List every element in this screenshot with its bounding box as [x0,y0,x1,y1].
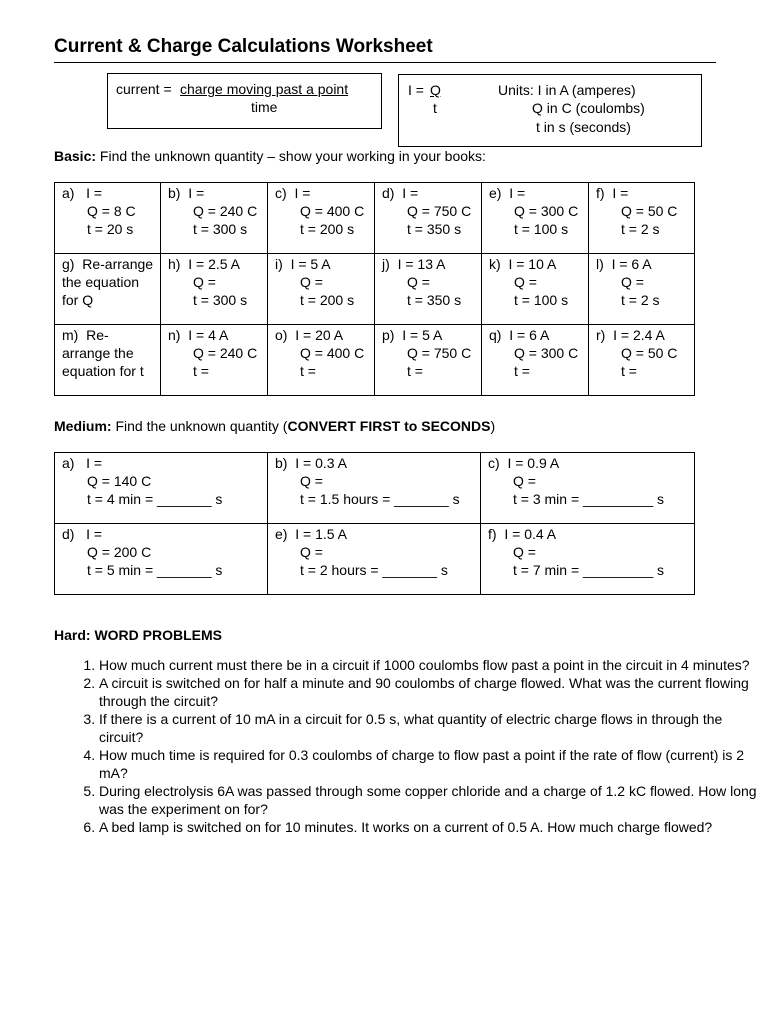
problem-letter: g) [62,256,75,272]
cell-line: Q = 240 C [193,203,258,219]
cell-line: Q = [514,274,537,290]
cell-line: t = 2 hours = _______ s [300,562,448,578]
basic-problem-a [55,183,161,254]
cell-line: Q = 750 C [407,203,472,219]
cell-line: t = 1.5 hours = _______ s [300,491,460,507]
medium-problem-c [481,453,695,524]
cell-line [62,327,144,379]
cell-line: Q = 400 C [300,345,365,361]
problem-letter: e) [275,526,288,542]
problem-letter: f) [596,185,605,201]
medium-problems-table [54,452,695,595]
basic-problem-g [55,254,161,325]
basic-problem-k [482,254,589,325]
cell-line: t = 100 s [514,221,569,237]
basic-problem-e [482,183,589,254]
medium-instruction-pre: Find the unknown quantity ( [111,418,288,434]
cell-text: I = 5 A [290,256,331,272]
cell-line [489,255,584,273]
cell-line [596,255,690,273]
cell-text: Re-arrange the equation for t [62,327,144,379]
cell-line: t = [621,363,637,379]
word-formula-box [107,73,382,129]
problem-letter: d) [62,526,75,542]
list-item: 2. A circuit is switched on for half a minute and 90 coulombs of charge flowed. What was the current flowing through the circuit? [99,674,759,710]
medium-instruction-bold: CONVERT FIRST to SECONDS [287,418,491,434]
basic-problems-table [54,182,695,396]
cell-line: Q = 240 C [193,345,258,361]
problem-letter: m) [62,327,79,343]
problem-letter: c) [275,185,287,201]
problem-letter: a) [62,455,75,471]
cell-text: Re-arrange the equation for Q [62,256,154,308]
cell-line: t = 300 s [193,221,248,237]
cell-line [596,326,690,344]
cell-line [275,184,370,202]
cell-text: I = 20 A [295,327,344,343]
cell-text: I = [86,526,103,542]
cell-line [489,326,584,344]
hard-label: Hard: WORD PROBLEMS [54,627,222,643]
cell-line [275,255,370,273]
page-title: Current & Charge Calculations Worksheet [54,36,433,57]
cell-line: Q = [621,274,644,290]
cell-line: Q = [300,473,323,489]
problem-letter: h) [168,256,181,272]
problem-letter: j) [382,256,390,272]
medium-instruction-post: ) [490,418,496,434]
cell-line: Q = [300,274,323,290]
basic-instruction-text: Find the unknown quantity – show your working in your books: [96,148,486,164]
cell-text: I = 2.4 A [613,327,665,343]
cell-line: t = 5 min = _______ s [87,562,223,578]
cell-text: I = 6 A [509,327,550,343]
cell-line [275,525,476,543]
problem-letter: r) [596,327,606,343]
basic-problem-m [55,325,161,396]
cell-line [275,454,476,472]
problem-letter: n) [168,327,181,343]
cell-line: Q = 400 C [300,203,365,219]
problem-letter: p) [382,327,395,343]
cell-line [168,326,263,344]
cell-text: I = [509,185,526,201]
cell-text: I = 0.4 A [504,526,557,542]
table-row [55,254,695,325]
table-row [55,524,695,595]
medium-instruction [54,418,495,434]
cell-line [275,326,370,344]
problem-letter: k) [489,256,501,272]
basic-problem-r [589,325,695,396]
cell-text: I = 5 A [402,327,443,343]
list-item: 5. During electrolysis 6A was passed through some copper chloride and a charge of 1.2 kC flowed. How long was the experiment on for? [99,782,759,818]
title-underline [54,62,716,63]
medium-problem-a [55,453,268,524]
basic-problem-n [161,325,268,396]
problem-letter: b) [168,185,181,201]
cell-line: t = [300,363,316,379]
basic-problem-q [482,325,589,396]
list-item: 4. How much time is required for 0.3 coulombs of charge to flow past a point if the rate of flow (current) is 2 mA? [99,746,759,782]
problem-letter: b) [275,455,288,471]
basic-problem-c [268,183,375,254]
cell-line: Q = 200 C [87,544,152,560]
cell-text: I = 2.5 A [188,256,240,272]
basic-problem-p [375,325,482,396]
cell-text: I = 6 A [611,256,652,272]
symbol-formula-box [398,74,702,147]
table-row [55,183,695,254]
basic-label: Basic: [54,148,97,164]
cell-line [488,454,690,472]
cell-line: Q = [513,473,536,489]
problem-letter: f) [488,526,497,542]
cell-text: I = [86,185,103,201]
cell-line: t = 20 s [87,221,134,237]
cell-line: t = 7 min = _________ s [513,562,664,578]
cell-line: Q = 750 C [407,345,472,361]
basic-instruction [54,148,486,164]
cell-line: Q = [300,544,323,560]
cell-line: Q = [513,544,536,560]
units-time: t in s (seconds) [536,119,631,135]
cell-line: t = 200 s [300,221,355,237]
cell-line: t = 2 s [621,292,660,308]
cell-text: I = [188,185,205,201]
word-formula-lhs: current = [116,81,172,97]
cell-text: I = 1.5 A [295,526,347,542]
symbol-formula-denominator: t [433,100,437,116]
table-row [55,325,695,396]
symbol-formula-numerator: Q [430,82,441,98]
cell-line: t = 200 s [300,292,355,308]
cell-line: t = 100 s [514,292,569,308]
cell-text: I = [612,185,629,201]
medium-label: Medium: [54,418,112,434]
cell-line: Q = [193,274,216,290]
basic-problem-b [161,183,268,254]
cell-line: t = 350 s [407,292,462,308]
cell-text: I = 4 A [188,327,229,343]
problem-letter: a) [62,185,75,201]
cell-line: t = 2 s [621,221,660,237]
cell-line [62,525,263,543]
basic-problem-d [375,183,482,254]
cell-line: Q = 300 C [514,345,579,361]
cell-line [62,184,156,202]
cell-text: I = [402,185,419,201]
basic-problem-f [589,183,695,254]
medium-problem-f [481,524,695,595]
cell-line: t = [193,363,209,379]
cell-line [382,255,477,273]
list-item: 6. A bed lamp is switched on for 10 minutes. It works on a current of 0.5 A. How much charge flowed? [99,818,759,836]
cell-line: Q = [407,274,430,290]
cell-line: t = [514,363,530,379]
list-item: 3. If there is a current of 10 mA in a circuit for 0.5 s, what quantity of electric charge flows in through the circuit? [99,710,759,746]
problem-letter: d) [382,185,395,201]
cell-text: I = [86,455,103,471]
word-formula-denominator: time [251,99,278,115]
cell-line: t = 4 min = _______ s [87,491,223,507]
symbol-formula-lhs: I = [408,82,424,98]
medium-problem-e [268,524,481,595]
cell-line [168,184,263,202]
cell-text: I = [294,185,311,201]
cell-line [382,184,477,202]
table-row [55,453,695,524]
cell-text: I = 10 A [508,256,557,272]
cell-line: t = [407,363,423,379]
cell-text: I = 0.3 A [295,455,347,471]
problem-letter: o) [275,327,288,343]
word-formula-numerator: charge moving past a point [180,81,349,97]
cell-line [489,184,584,202]
cell-line: t = 3 min = _________ s [513,491,664,507]
basic-problem-i [268,254,375,325]
cell-line: t = 300 s [193,292,248,308]
problem-letter: c) [488,455,500,471]
cell-line: Q = 50 C [621,345,678,361]
word-problems-list [54,656,759,836]
cell-line [62,454,263,472]
cell-line [168,255,263,273]
basic-problem-o [268,325,375,396]
cell-text: I = 13 A [397,256,446,272]
basic-problem-h [161,254,268,325]
problem-letter: l) [596,256,604,272]
list-item: 1. How much current must there be in a circuit if 1000 coulombs flow past a point in the circuit in 4 minutes? [99,656,759,674]
cell-line: Q = 50 C [621,203,678,219]
basic-problem-l [589,254,695,325]
cell-line: Q = 300 C [514,203,579,219]
cell-line: t = 350 s [407,221,462,237]
medium-problem-d [55,524,268,595]
units-charge: Q in C (coulombs) [532,100,645,116]
problem-letter: e) [489,185,502,201]
cell-line [596,184,690,202]
cell-text: I = 0.9 A [507,455,560,471]
cell-line [62,256,153,308]
units-current: Units: I in A (amperes) [498,82,636,98]
problem-letter: i) [275,256,283,272]
problem-letter: q) [489,327,502,343]
cell-line [488,525,690,543]
cell-line: Q = 140 C [87,473,152,489]
cell-line: Q = 8 C [87,203,136,219]
medium-problem-b [268,453,481,524]
cell-line [382,326,477,344]
basic-problem-j [375,254,482,325]
